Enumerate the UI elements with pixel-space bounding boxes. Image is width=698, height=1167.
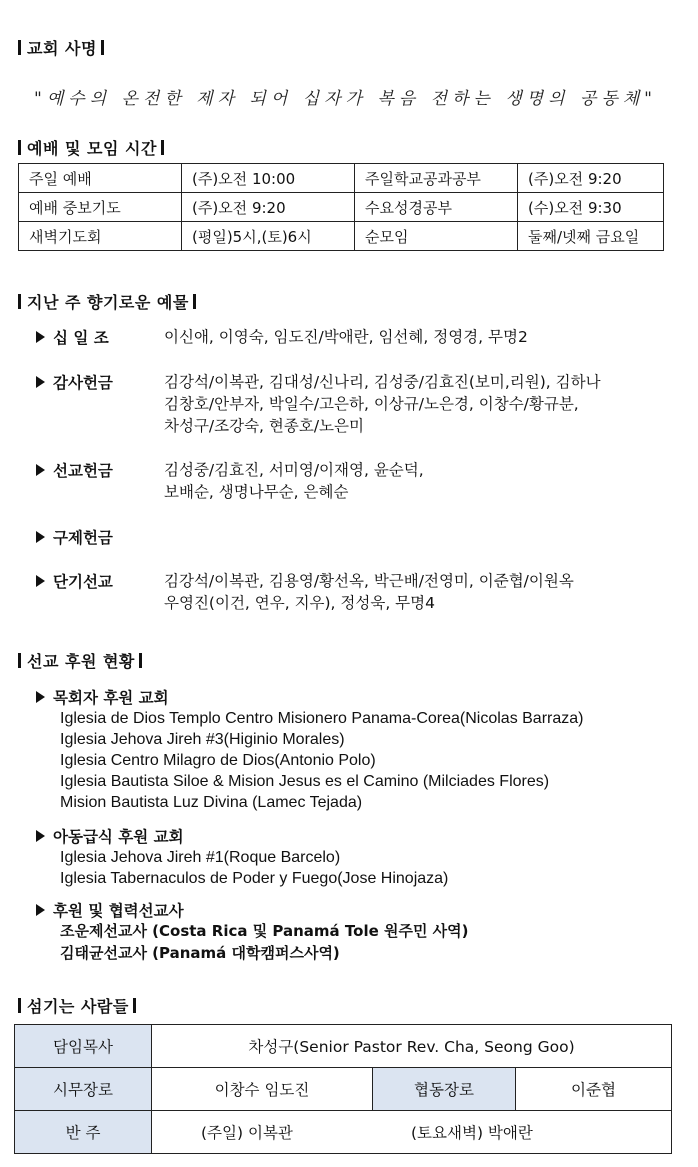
section-title-offerings: 지난 주 향기로운 예물 — [18, 290, 196, 313]
coop-elder-label: 협동장로 — [373, 1068, 516, 1111]
list-item: Iglesia Jehova Jireh #3(Higinio Morales) — [60, 731, 345, 748]
support-label-pastor: 목회자 후원 교회 — [36, 686, 169, 708]
list-item: Iglesia Jehova Jireh #1(Roque Barcelo) — [60, 849, 341, 866]
list-item: Iglesia de Dios Templo Centro Misionero Panama-Corea(Nicolas Barraza) — [60, 710, 584, 727]
mission-statement: "예수의 온전한 제자 되어 십자가 복음 전하는 생명의 공동체" — [34, 89, 657, 109]
accompanist-label: 반 주 — [15, 1111, 152, 1154]
triangle-bullet-icon — [36, 575, 45, 587]
offering-names-mission: 김성중/김효진, 서미영/이재영, 윤순덕, 보배순, 생명나무순, 은혜순 — [164, 461, 424, 501]
schedule-table — [18, 163, 664, 251]
triangle-bullet-icon — [36, 531, 45, 543]
elder-value: 이창수 임도진 — [152, 1068, 373, 1111]
section-title-schedule: 예배 및 모임 시간 — [18, 136, 164, 159]
list-item: 김태균선교사 (Panamá 대학캠퍼스사역) — [60, 944, 340, 962]
offering-names-thanks: 김강석/이복관, 김대성/신나리, 김성중/김효진(보미,리원), 김하나 김창호/안부자, 박일수/고은하, 이상규/노은경, 이창수/황규분, 차성구/조강숙, 현종호/노은미 — [164, 373, 601, 435]
table-row — [15, 1068, 672, 1111]
list-item: 조운제선교사 (Costa Rica 및 Panamá Tole 원주민 사역) — [60, 922, 469, 940]
section-title-staff: 섬기는 사람들 — [18, 994, 136, 1017]
senior-pastor-value: 차성구(Senior Pastor Rev. Cha, Seong Goo) — [152, 1025, 672, 1068]
support-label-missionary: 후원 및 협력선교사 — [36, 899, 184, 921]
accompanist-value: (주일) 이복관 (토요새벽) 박애란 — [152, 1111, 672, 1154]
offering-names-shortterm: 김강석/이복관, 김용영/황선옥, 박근배/전영미, 이준협/이원옥 우영진(이건, 연우, 지우), 정성욱, 무명4 — [164, 572, 574, 612]
table-row: 새벽기도회 (평일)5시,(토)6시 순모임 둘째/넷째 금요일 — [19, 222, 664, 251]
table-row — [15, 1111, 672, 1154]
list-item: Iglesia Bautista Siloe & Mision Jesus es el Camino (Milciades Flores) — [60, 773, 550, 790]
support-label-meal: 아동급식 후원 교회 — [36, 825, 184, 847]
triangle-bullet-icon — [36, 691, 45, 703]
section-title-mission: 교회 사명 — [18, 36, 104, 59]
list-item: Mision Bautista Luz Divina (Lamec Tejada) — [60, 794, 363, 811]
triangle-bullet-icon — [36, 830, 45, 842]
offering-label-thanks: 감사헌금 — [36, 371, 113, 393]
support-list-pastor — [60, 708, 583, 813]
list-item: Iglesia Centro Milagro de Dios(Antonio Polo) — [60, 752, 376, 769]
offering-label-mission: 선교헌금 — [36, 459, 113, 481]
section-title-support: 선교 후원 현황 — [18, 649, 142, 672]
support-list-missionary — [60, 920, 469, 964]
offering-label-relief: 구제헌금 — [36, 526, 113, 548]
triangle-bullet-icon — [36, 904, 45, 916]
triangle-bullet-icon — [36, 464, 45, 476]
offering-label-shortterm: 단기선교 — [36, 570, 113, 592]
offering-names-tithe: 이신애, 이영숙, 임도진/박애란, 임선혜, 정영경, 무명2 — [164, 328, 528, 346]
offering-label-tithe: 십 일 조 — [36, 326, 109, 348]
triangle-bullet-icon — [36, 331, 45, 343]
elder-label: 시무장로 — [15, 1068, 152, 1111]
coop-elder-value: 이준협 — [516, 1068, 672, 1111]
staff-table — [14, 1024, 672, 1154]
support-list-meal — [60, 847, 448, 889]
list-item: Iglesia Tabernaculos de Poder y Fuego(Jose Hinojaza) — [60, 870, 449, 887]
table-row — [15, 1025, 672, 1068]
senior-pastor-label: 담임목사 — [15, 1025, 152, 1068]
triangle-bullet-icon — [36, 376, 45, 388]
table-row: 주일 예배 (주)오전 10:00 주일학교공과공부 (주)오전 9:20 — [19, 164, 664, 193]
table-row: 예배 중보기도 (주)오전 9:20 수요성경공부 (수)오전 9:30 — [19, 193, 664, 222]
